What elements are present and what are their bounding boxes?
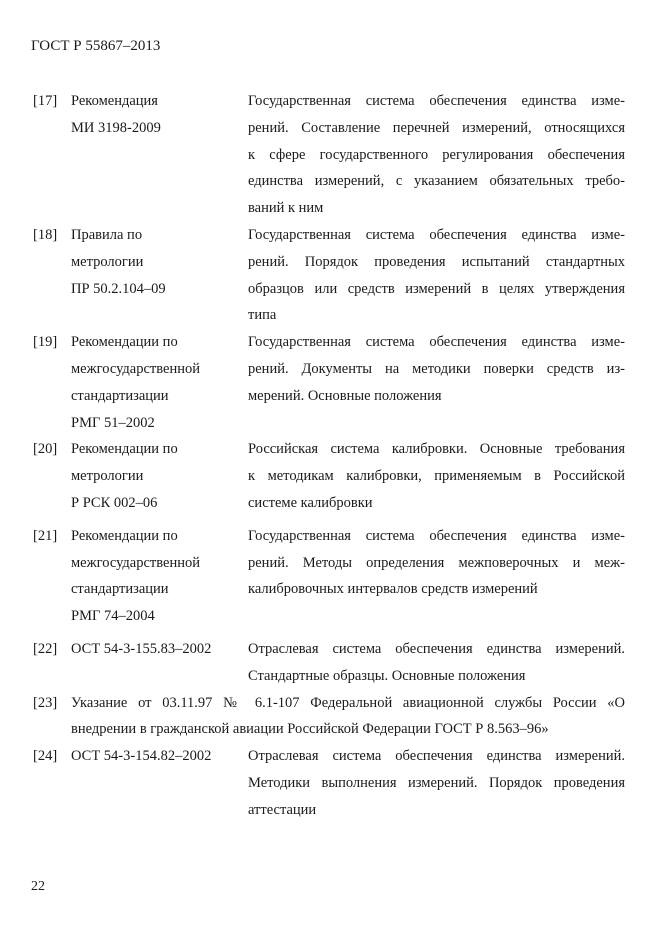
reference-title-line: Государственная система обеспечения единства изме- (248, 226, 625, 243)
reference-source (71, 329, 243, 436)
reference-source-line: Правила по (71, 226, 143, 243)
reference-title-line: к сфере государственного регулирования обеспечения (248, 146, 625, 163)
reference-title-line: калибровочных интервалов средств измерений (248, 581, 538, 598)
reference-title-line: образцов или средств измерений в целях утверждения (248, 280, 625, 297)
reference-title-line: Российская система калибровки. Основные требования (248, 441, 625, 458)
reference-title-line: Государственная система обеспечения единства изме- (248, 334, 625, 351)
reference-title-line: рений. Составление перечней измерений, относящихся (248, 119, 625, 136)
reference-title-line: единства измерений, с указанием обязательных требо- (248, 173, 625, 190)
reference-title-line: рений. Документы на методики поверки средств из- (248, 360, 625, 377)
reference-title (248, 743, 625, 823)
reference-number: [24] (33, 748, 58, 765)
reference-entry (33, 436, 625, 516)
reference-title-line: типа (248, 307, 277, 324)
reference-entry (33, 690, 625, 744)
reference-title-line: Отраслевая система обеспечения единства измерений. (248, 748, 625, 765)
page-header: ГОСТ Р 55867–2013 (31, 38, 161, 54)
reference-entry (33, 329, 625, 436)
reference-title-line: Отраслевая система обеспечения единства измерений. (248, 640, 625, 657)
reference-title-line: мерений. Основные положения (248, 387, 442, 404)
reference-number: [21] (33, 527, 58, 544)
reference-number: [23] (33, 694, 58, 711)
reference-title-line: Государственная система обеспечения единства изме- (248, 93, 625, 109)
reference-number: [22] (33, 640, 58, 657)
reference-title (248, 222, 625, 329)
reference-source (71, 743, 243, 770)
reference-title-line: Стандартные образцы. Основные положения (248, 667, 526, 684)
reference-source-line: РМГ 74–2004 (71, 608, 155, 625)
reference-title-line: Методики выполнения измерений. Порядок проведения (248, 774, 625, 791)
reference-source-line: межгосударственной (71, 360, 200, 377)
reference-source-line: межгосударственной (71, 554, 200, 571)
reference-source (71, 636, 243, 663)
reference-title (248, 523, 625, 630)
reference-title-line: рений. Методы определения межповерочных и меж- (248, 554, 625, 571)
reference-source-line: метрологии (71, 468, 144, 485)
reference-source-line: Рекомендации по (71, 527, 178, 544)
reference-text (71, 690, 625, 744)
reference-entry (33, 88, 625, 222)
reference-source (71, 88, 243, 142)
reference-title (248, 88, 625, 222)
spacer-line (248, 410, 625, 437)
reference-source-line: Р РСК 002–06 (71, 494, 158, 511)
spacer-line (248, 603, 625, 630)
reference-title-line: Государственная система обеспечения единства изме- (248, 527, 625, 544)
reference-title-line: ваний к ним (248, 200, 324, 217)
reference-number: [20] (33, 441, 58, 458)
reference-source-line: РМГ 51–2002 (71, 414, 155, 431)
reference-source-line: Рекомендации по (71, 441, 178, 458)
reference-source-line: ОСТ 54-3-155.83–2002 (71, 640, 212, 657)
reference-source-line: ОСТ 54-3-154.82–2002 (71, 748, 212, 765)
reference-source-line: МИ 3198-2009 (71, 119, 161, 136)
page-number: 22 (31, 879, 45, 894)
reference-source (71, 436, 243, 516)
reference-entry (33, 523, 625, 630)
reference-title-line: системе калибровки (248, 494, 373, 511)
reference-title (248, 436, 625, 516)
reference-entry (33, 636, 625, 690)
reference-source (71, 523, 243, 630)
reference-number: [18] (33, 226, 58, 243)
reference-entry (33, 743, 625, 823)
reference-source-line: Рекомендация (71, 93, 158, 109)
reference-title-line: аттестации (248, 801, 317, 818)
reference-title (248, 636, 625, 690)
reference-source-line: стандартизации (71, 581, 169, 598)
reference-number: [19] (33, 334, 58, 351)
reference-source-line: стандартизации (71, 387, 169, 404)
reference-title-line: рений. Порядок проведения испытаний стандартных (248, 253, 625, 270)
reference-text-line: внедрении в гражданской авиации Российской Федерации ГОСТ Р 8.563–96» (71, 721, 549, 738)
reference-source-line: метрологии (71, 253, 144, 270)
reference-source-line: ПР 50.2.104–09 (71, 280, 166, 297)
bibliography-list (33, 88, 625, 824)
reference-title-line: к методикам калибровки, применяемым в Российской (248, 468, 625, 485)
reference-text-line: Указание от 03.11.97 № 6.1-107 Федеральной авиационной службы России «О (71, 694, 625, 711)
reference-number: [17] (33, 93, 58, 109)
reference-title (248, 329, 625, 436)
reference-source-line: Рекомендации по (71, 334, 178, 351)
reference-source (71, 222, 243, 302)
reference-entry (33, 222, 625, 329)
